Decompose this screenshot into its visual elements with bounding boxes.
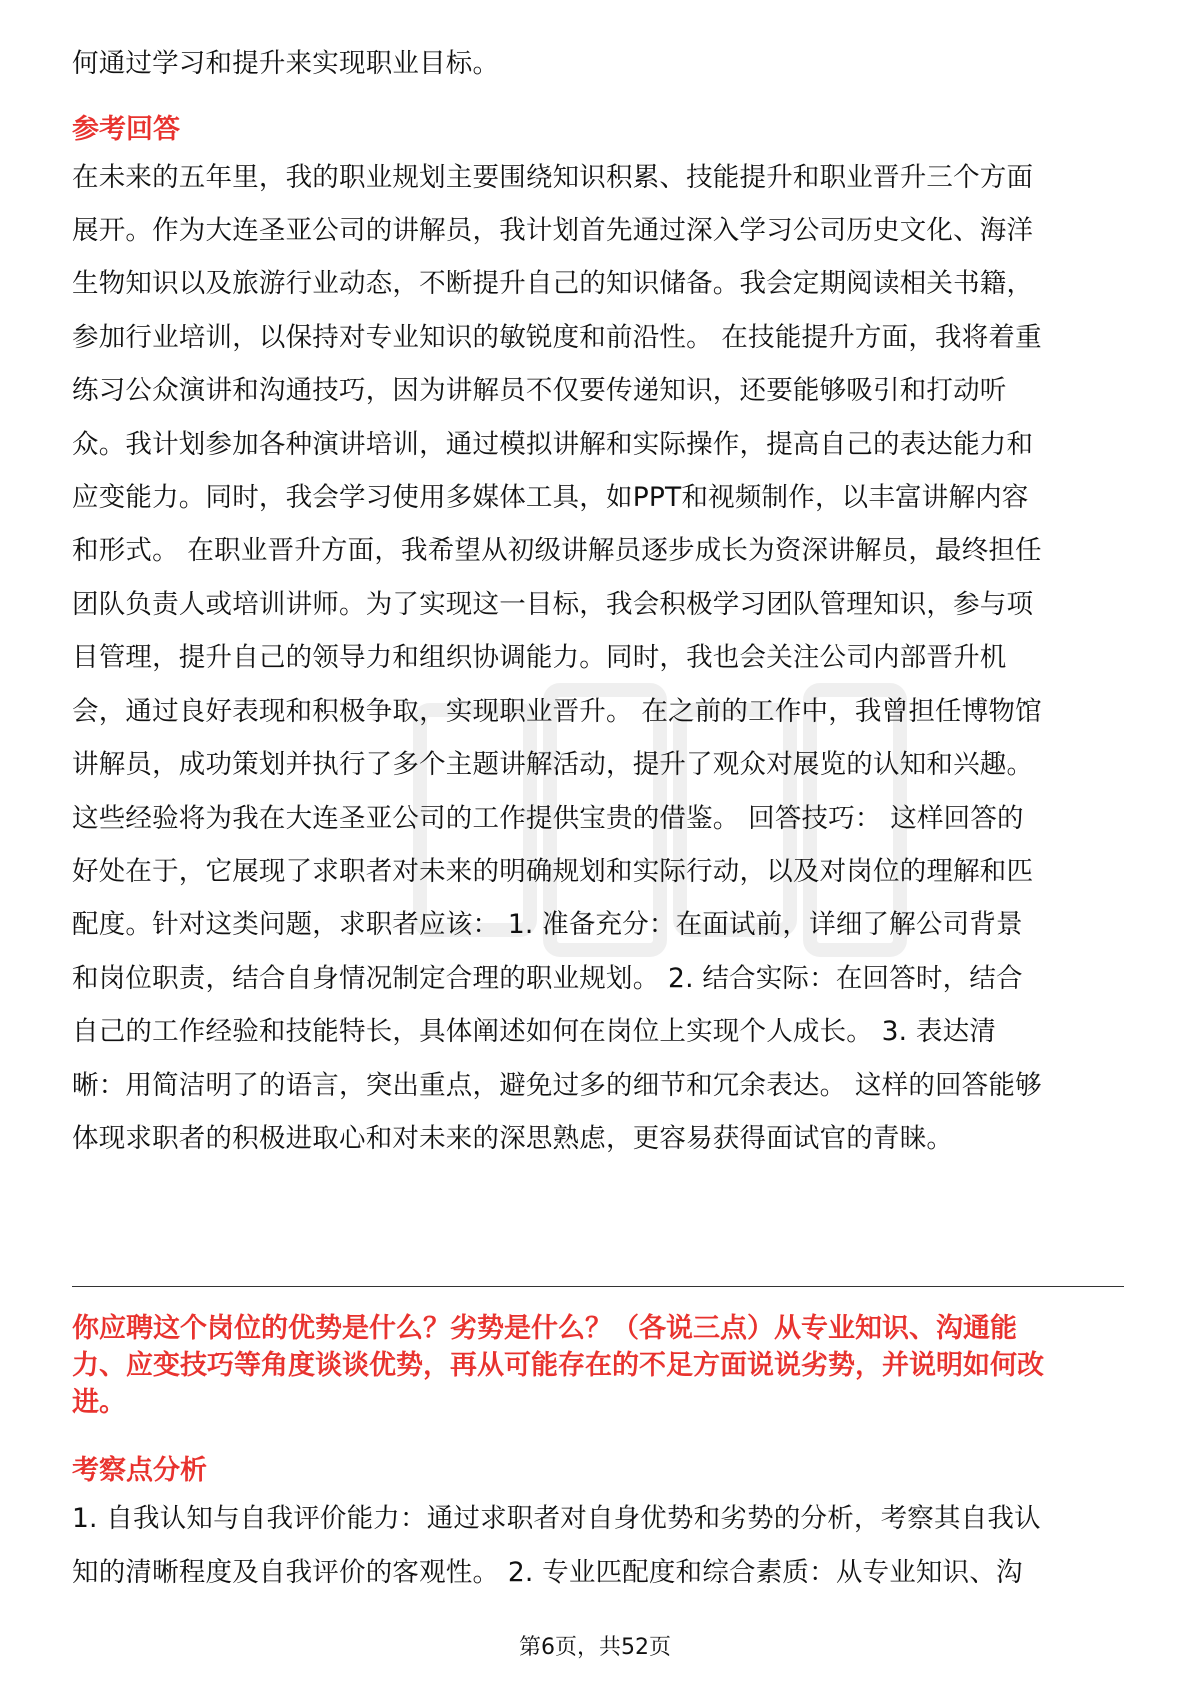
answer-line: 自己的工作经验和技能特长，具体阐述如何在岗位上实现个人成长。 3. 表达清	[72, 1016, 997, 1047]
analysis-line: 1. 自我认知与自我评价能力：通过求职者对自身优势和劣势的分析，考察其自我认	[72, 1503, 1041, 1534]
answer-line: 好处在于，它展现了求职者对未来的明确规划和实际行动，以及对岗位的理解和匹	[72, 856, 1034, 887]
continuation-line: 何通过学习和提升来实现职业目标。	[72, 48, 500, 79]
analysis-line: 知的清晰程度及自我评价的客观性。 2. 专业匹配度和综合素质：从专业知识、沟	[72, 1557, 1023, 1588]
answer-line: 练习公众演讲和沟通技巧，因为讲解员不仅要传递知识，还要能够吸引和打动听	[72, 375, 1007, 406]
answer-line: 晰：用简洁明了的语言，突出重点，避免过多的细节和冗余表达。 这样的回答能够	[72, 1070, 1042, 1101]
answer-line: 展开。作为大连圣亚公司的讲解员，我计划首先通过深入学习公司历史文化、海洋	[72, 215, 1034, 246]
analysis-heading: 考察点分析	[72, 1455, 207, 1486]
section-divider	[72, 1286, 1124, 1287]
answer-line: 配度。针对这类问题，求职者应该： 1. 准备充分：在面试前，详细了解公司背景	[72, 909, 1023, 940]
answer-line: 应变能力。同时，我会学习使用多媒体工具，如PPT和视频制作，以丰富讲解内容	[72, 482, 1029, 513]
answer-line: 会，通过良好表现和积极争取，实现职业晋升。 在之前的工作中，我曾担任博物馆	[72, 696, 1042, 727]
answer-line: 参加行业培训，以保持对专业知识的敏锐度和前沿性。 在技能提升方面，我将着重	[72, 322, 1042, 353]
answer-line: 体现求职者的积极进取心和对未来的深思熟虑，更容易获得面试官的青睐。	[72, 1123, 954, 1154]
answer-line: 在未来的五年里，我的职业规划主要围绕知识积累、技能提升和职业晋升三个方面	[72, 162, 1034, 193]
answer-line: 团队负责人或培训讲师。为了实现这一目标，我会积极学习团队管理知识，参与项	[72, 589, 1034, 620]
question-line: 你应聘这个岗位的优势是什么？劣势是什么？（各说三点）从专业知识、沟通能	[72, 1313, 1017, 1344]
question-line: 力、应变技巧等角度谈谈优势，再从可能存在的不足方面说说劣势，并说明如何改	[72, 1350, 1044, 1381]
answer-line: 众。我计划参加各种演讲培训，通过模拟讲解和实际操作，提高自己的表达能力和	[72, 429, 1034, 460]
answer-heading: 参考回答	[72, 114, 180, 145]
answer-line: 讲解员，成功策划并执行了多个主题讲解活动，提升了观众对展览的认知和兴趣。	[72, 749, 1034, 780]
answer-line: 生物知识以及旅游行业动态，不断提升自己的知识储备。我会定期阅读相关书籍，	[72, 268, 1034, 299]
question-line: 进。	[72, 1387, 126, 1418]
answer-line: 这些经验将为我在大连圣亚公司的工作提供宝贵的借鉴。 回答技巧： 这样回答的	[72, 803, 1024, 834]
answer-line: 目管理，提升自己的领导力和组织协调能力。同时，我也会关注公司内部晋升机	[72, 642, 1007, 673]
document-page	[72, 0, 1124, 1684]
answer-line: 和岗位职责，结合自身情况制定合理的职业规划。 2. 结合实际：在回答时，结合	[72, 963, 1023, 994]
page-number: 第6页，共52页	[519, 1635, 671, 1660]
answer-line: 和形式。 在职业晋升方面，我希望从初级讲解员逐步成长为资深讲解员，最终担任	[72, 535, 1042, 566]
